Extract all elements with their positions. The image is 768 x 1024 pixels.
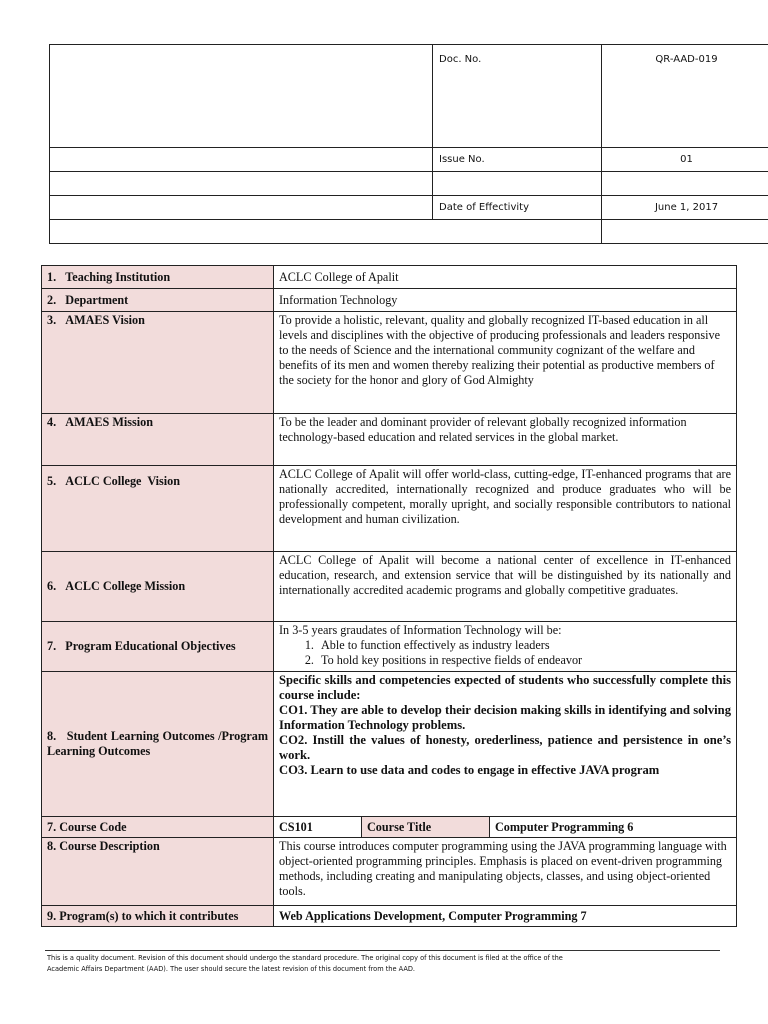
institution-value: ACLC College of Apalit bbox=[274, 266, 737, 289]
list-item: 2. To hold key positions in respective fields of endeavor bbox=[317, 653, 731, 668]
effectivity-value: June 1, 2017 bbox=[602, 196, 768, 220]
peo-label: 7. Program Educational Objectives bbox=[42, 622, 274, 672]
table-row bbox=[42, 817, 737, 838]
table-row bbox=[42, 289, 737, 312]
footer-line: This is a quality document. Revision of this document should undergo the standard procedure. The original copy of this document is filed at the office of the bbox=[47, 954, 563, 962]
table-row bbox=[42, 622, 737, 672]
document-control-table bbox=[49, 44, 768, 244]
institution-label: 1. Teaching Institution bbox=[42, 266, 274, 289]
aclc-mission-label: 6. ACLC College Mission bbox=[42, 552, 274, 622]
amaes-vision-value: To provide a holistic, relevant, quality and globally recognized IT-based education in all levels and disciplines with the objective of producing professionals and leaders responsive to the needs of Science and the international community cognizant of the welfare and benefits of its men and women thereby realizing their potential as productive members of the society for the honor and glory of God Almighty bbox=[274, 312, 737, 414]
aclc-vision-value: ACLC College of Apalit will offer world-class, cutting-edge, IT-enhanced programs that are nationally accredited, internationally recognized and produce graduates who will be professionally competent, morally upright, and socially responsible contributors to national development and human civilization. bbox=[274, 466, 737, 552]
table-row bbox=[42, 266, 737, 289]
blank-cell bbox=[602, 172, 768, 196]
course-title-value: Computer Programming 6 bbox=[490, 817, 737, 838]
course-desc-value: This course introduces computer programming using the JAVA programming language with object-oriented programming principles. Emphasis is placed on event-driven programming methods, including creating and manipulating objects, classes, and using object-oriented tools. bbox=[274, 838, 737, 906]
course-info-table bbox=[41, 265, 737, 927]
issue-no-label: Issue No. bbox=[433, 148, 602, 172]
department-value: Information Technology bbox=[274, 289, 737, 312]
amaes-mission-value: To be the leader and dominant provider of relevant globally recognized information technology-based education and related services in the global market. bbox=[274, 414, 737, 466]
slo-value bbox=[274, 672, 737, 817]
footer-note bbox=[47, 953, 727, 975]
amaes-mission-label: 4. AMAES Mission bbox=[42, 414, 274, 466]
blank-cell bbox=[50, 172, 433, 196]
table-row bbox=[42, 672, 737, 817]
table-row bbox=[42, 414, 737, 466]
table-row bbox=[42, 838, 737, 906]
course-title-label: Course Title bbox=[362, 817, 490, 838]
programs-value: Web Applications Development, Computer Programming 7 bbox=[274, 906, 737, 927]
department-label: 2. Department bbox=[42, 289, 274, 312]
slo-co2: CO2. Instill the values of honesty, orederliness, patience and persistence in one’s work. bbox=[279, 733, 731, 762]
blank-cell bbox=[602, 220, 768, 244]
table-row bbox=[42, 906, 737, 927]
slo-intro: Specific skills and competencies expected of students who successfully complete this course include: bbox=[279, 673, 731, 702]
slo-label: 8. Student Learning Outcomes /Program Learning Outcomes bbox=[42, 672, 274, 817]
aclc-vision-label: 5. ACLC College Vision bbox=[42, 466, 274, 552]
effectivity-label: Date of Effectivity bbox=[433, 196, 602, 220]
aclc-mission-value: ACLC College of Apalit will become a national center of excellence in IT-enhanced education, research, and extension service that will be distinguished by its nationally and internationally accredited academic programs and globally competitive graduates. bbox=[274, 552, 737, 622]
programs-label: 9. Program(s) to which it contributes bbox=[42, 906, 274, 927]
amaes-vision-label: 3. AMAES Vision bbox=[42, 312, 274, 414]
footer-line: Academic Affairs Department (AAD). The user should secure the latest revision of this document from the AAD. bbox=[47, 965, 416, 973]
list-item: 1. Able to function effectively as industry leaders bbox=[317, 638, 731, 653]
slo-co1: CO1. They are able to develop their decision making skills in identifying and solving Information Technology problems. bbox=[279, 703, 731, 732]
peo-intro: In 3-5 years graudates of Information Technology will be: bbox=[279, 623, 562, 637]
table-row bbox=[42, 552, 737, 622]
blank-cell bbox=[50, 220, 602, 244]
issue-no-value: 01 bbox=[602, 148, 768, 172]
logo-cell bbox=[50, 45, 433, 148]
course-code-label: 7. Course Code bbox=[42, 817, 274, 838]
table-row bbox=[42, 466, 737, 552]
doc-no-value: QR-AAD-019 bbox=[602, 45, 768, 148]
peo-value bbox=[274, 622, 737, 672]
blank-cell bbox=[433, 172, 602, 196]
doc-no-label: Doc. No. bbox=[433, 45, 602, 148]
course-code-value: CS101 bbox=[274, 817, 362, 838]
footer-divider bbox=[45, 950, 720, 951]
course-desc-label: 8. Course Description bbox=[42, 838, 274, 906]
blank-cell bbox=[50, 196, 433, 220]
peo-list bbox=[279, 638, 731, 668]
blank-cell bbox=[50, 148, 433, 172]
table-row bbox=[42, 312, 737, 414]
slo-co3: CO3. Learn to use data and codes to engage in effective JAVA program bbox=[279, 763, 660, 777]
